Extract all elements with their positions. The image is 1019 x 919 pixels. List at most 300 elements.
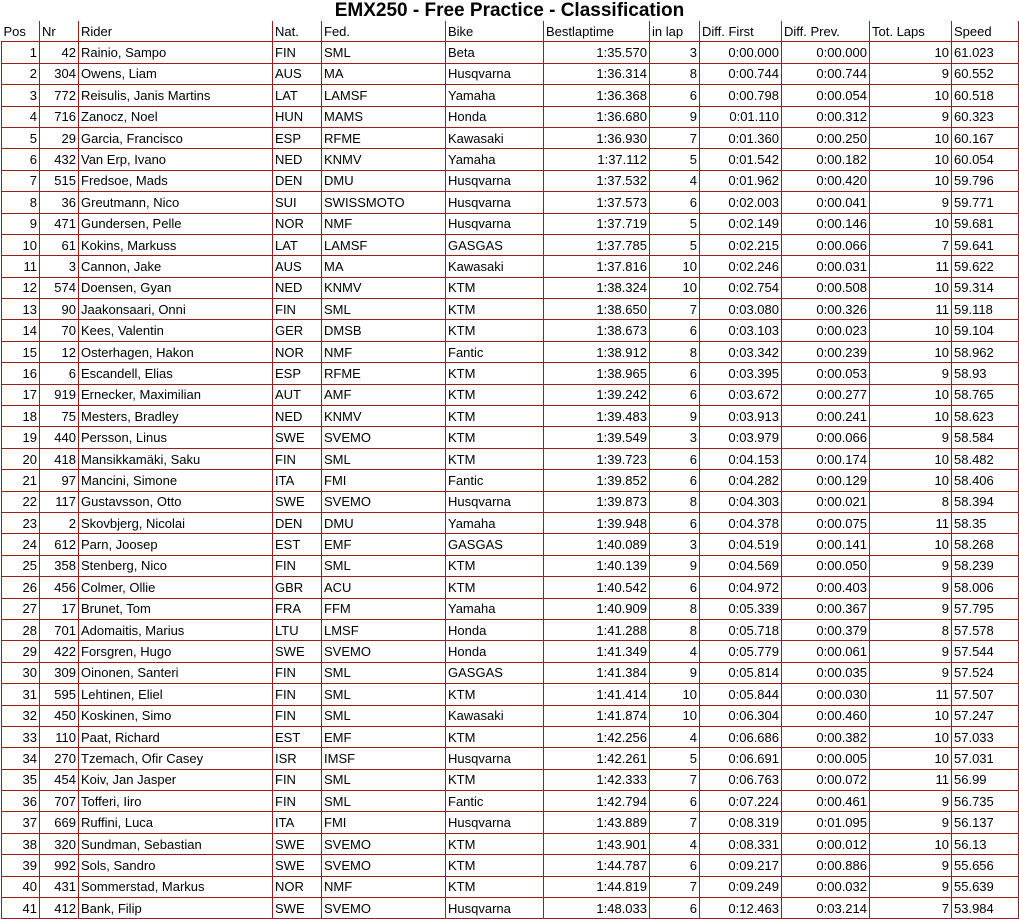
cell-pos: 34 xyxy=(2,748,40,769)
cell-pos: 18 xyxy=(2,406,40,427)
cell-tot-laps: 11 xyxy=(870,256,952,277)
cell-speed: 60.167 xyxy=(952,127,1019,148)
cell-nat: SWE xyxy=(273,641,322,662)
cell-nat: NOR xyxy=(273,213,322,234)
cell-in-lap: 8 xyxy=(650,619,700,640)
cell-rider: Skovbjerg, Nicolai xyxy=(79,512,273,533)
cell-pos: 9 xyxy=(2,213,40,234)
cell-in-lap: 5 xyxy=(650,149,700,170)
cell-nr: 29 xyxy=(40,127,79,148)
table-row xyxy=(2,812,1019,833)
cell-fed: SWISSMOTO xyxy=(322,192,446,213)
cell-in-lap: 6 xyxy=(650,448,700,469)
cell-rider: Owens, Liam xyxy=(79,63,273,84)
cell-fed: ACU xyxy=(322,577,446,598)
table-row xyxy=(2,85,1019,106)
cell-fed: NMF xyxy=(322,341,446,362)
cell-bike: KTM xyxy=(446,684,544,705)
cell-bestlaptime: 1:41.349 xyxy=(544,641,650,662)
table-row xyxy=(2,192,1019,213)
cell-diff-prev: 0:00.312 xyxy=(782,106,870,127)
cell-diff-first: 0:01.360 xyxy=(700,127,782,148)
cell-diff-prev: 0:00.174 xyxy=(782,448,870,469)
cell-diff-prev: 0:00.508 xyxy=(782,277,870,298)
header-speed: Speed xyxy=(952,21,1019,42)
cell-speed: 60.518 xyxy=(952,85,1019,106)
cell-fed: SVEMO xyxy=(322,898,446,919)
cell-bike: KTM xyxy=(446,448,544,469)
cell-in-lap: 7 xyxy=(650,299,700,320)
table-row xyxy=(2,127,1019,148)
cell-nat: NOR xyxy=(273,341,322,362)
cell-diff-first: 0:06.304 xyxy=(700,705,782,726)
cell-fed: SML xyxy=(322,299,446,320)
cell-bestlaptime: 1:37.112 xyxy=(544,149,650,170)
cell-nat: ITA xyxy=(273,470,322,491)
cell-in-lap: 3 xyxy=(650,427,700,448)
cell-speed: 59.771 xyxy=(952,192,1019,213)
cell-bike: KTM xyxy=(446,769,544,790)
cell-diff-first: 0:02.003 xyxy=(700,192,782,213)
cell-in-lap: 5 xyxy=(650,234,700,255)
cell-diff-prev: 0:00.023 xyxy=(782,320,870,341)
cell-rider: Koiv, Jan Jasper xyxy=(79,769,273,790)
cell-speed: 60.054 xyxy=(952,149,1019,170)
cell-diff-first: 0:05.718 xyxy=(700,619,782,640)
cell-in-lap: 10 xyxy=(650,256,700,277)
table-row xyxy=(2,384,1019,405)
cell-tot-laps: 9 xyxy=(870,791,952,812)
cell-in-lap: 8 xyxy=(650,63,700,84)
cell-speed: 61.023 xyxy=(952,42,1019,63)
cell-pos: 36 xyxy=(2,791,40,812)
cell-rider: Greutmann, Nico xyxy=(79,192,273,213)
cell-nat: ESP xyxy=(273,127,322,148)
cell-tot-laps: 9 xyxy=(870,598,952,619)
cell-in-lap: 10 xyxy=(650,277,700,298)
cell-nat: NOR xyxy=(273,876,322,897)
cell-bike: KTM xyxy=(446,555,544,576)
cell-nr: 418 xyxy=(40,448,79,469)
cell-bestlaptime: 1:38.324 xyxy=(544,277,650,298)
cell-diff-first: 0:05.814 xyxy=(700,662,782,683)
cell-pos: 30 xyxy=(2,662,40,683)
cell-diff-prev: 0:00.241 xyxy=(782,406,870,427)
cell-fed: MAMS xyxy=(322,106,446,127)
cell-diff-first: 0:02.215 xyxy=(700,234,782,255)
cell-tot-laps: 10 xyxy=(870,42,952,63)
table-row xyxy=(2,277,1019,298)
cell-nat: FIN xyxy=(273,684,322,705)
table-row xyxy=(2,833,1019,854)
cell-speed: 57.578 xyxy=(952,619,1019,640)
classification-table xyxy=(1,21,1019,919)
cell-nr: 450 xyxy=(40,705,79,726)
table-row xyxy=(2,684,1019,705)
cell-bestlaptime: 1:38.965 xyxy=(544,363,650,384)
cell-tot-laps: 11 xyxy=(870,769,952,790)
cell-nr: 432 xyxy=(40,149,79,170)
cell-nr: 431 xyxy=(40,876,79,897)
cell-diff-prev: 0:00.277 xyxy=(782,384,870,405)
cell-rider: Jaakonsaari, Onni xyxy=(79,299,273,320)
cell-rider: Paat, Richard xyxy=(79,726,273,747)
cell-speed: 58.962 xyxy=(952,341,1019,362)
cell-in-lap: 8 xyxy=(650,341,700,362)
cell-fed: RFME xyxy=(322,363,446,384)
table-row xyxy=(2,256,1019,277)
cell-pos: 41 xyxy=(2,898,40,919)
cell-tot-laps: 10 xyxy=(870,406,952,427)
cell-diff-prev: 0:00.021 xyxy=(782,491,870,512)
table-row xyxy=(2,577,1019,598)
cell-nr: 3 xyxy=(40,256,79,277)
cell-diff-first: 0:08.319 xyxy=(700,812,782,833)
table-row xyxy=(2,898,1019,919)
cell-rider: Osterhagen, Hakon xyxy=(79,341,273,362)
cell-nat: NED xyxy=(273,149,322,170)
cell-speed: 60.323 xyxy=(952,106,1019,127)
cell-bestlaptime: 1:36.368 xyxy=(544,85,650,106)
cell-speed: 57.544 xyxy=(952,641,1019,662)
cell-tot-laps: 9 xyxy=(870,577,952,598)
cell-in-lap: 6 xyxy=(650,363,700,384)
cell-nr: 595 xyxy=(40,684,79,705)
cell-bestlaptime: 1:36.930 xyxy=(544,127,650,148)
cell-nr: 612 xyxy=(40,534,79,555)
table-row xyxy=(2,705,1019,726)
cell-fed: EMF xyxy=(322,726,446,747)
cell-diff-first: 0:06.763 xyxy=(700,769,782,790)
cell-bestlaptime: 1:39.483 xyxy=(544,406,650,427)
cell-nr: 6 xyxy=(40,363,79,384)
table-row xyxy=(2,63,1019,84)
cell-nat: ITA xyxy=(273,812,322,833)
cell-rider: Rainio, Sampo xyxy=(79,42,273,63)
cell-in-lap: 6 xyxy=(650,192,700,213)
cell-diff-prev: 0:00.379 xyxy=(782,619,870,640)
header-pos: Pos xyxy=(2,21,40,42)
header-bike: Bike xyxy=(446,21,544,42)
cell-fed: SML xyxy=(322,769,446,790)
cell-bestlaptime: 1:36.314 xyxy=(544,63,650,84)
cell-fed: EMF xyxy=(322,534,446,555)
cell-diff-prev: 0:00.050 xyxy=(782,555,870,576)
cell-speed: 58.406 xyxy=(952,470,1019,491)
cell-tot-laps: 11 xyxy=(870,299,952,320)
cell-nr: 117 xyxy=(40,491,79,512)
cell-nat: NED xyxy=(273,277,322,298)
cell-pos: 8 xyxy=(2,192,40,213)
header-nat: Nat. xyxy=(273,21,322,42)
cell-fed: SML xyxy=(322,448,446,469)
cell-rider: Sols, Sandro xyxy=(79,855,273,876)
cell-pos: 21 xyxy=(2,470,40,491)
cell-bestlaptime: 1:37.719 xyxy=(544,213,650,234)
cell-bike: Yamaha xyxy=(446,598,544,619)
cell-in-lap: 8 xyxy=(650,491,700,512)
cell-bestlaptime: 1:39.549 xyxy=(544,427,650,448)
cell-fed: SML xyxy=(322,705,446,726)
cell-diff-prev: 0:00.054 xyxy=(782,85,870,106)
cell-bike: KTM xyxy=(446,384,544,405)
cell-tot-laps: 10 xyxy=(870,833,952,854)
table-row xyxy=(2,42,1019,63)
cell-diff-first: 0:03.395 xyxy=(700,363,782,384)
cell-nr: 309 xyxy=(40,662,79,683)
cell-diff-first: 0:05.779 xyxy=(700,641,782,662)
cell-nr: 992 xyxy=(40,855,79,876)
cell-rider: Forsgren, Hugo xyxy=(79,641,273,662)
cell-speed: 55.656 xyxy=(952,855,1019,876)
cell-fed: SML xyxy=(322,791,446,812)
cell-tot-laps: 9 xyxy=(870,641,952,662)
cell-bike: Husqvarna xyxy=(446,898,544,919)
cell-in-lap: 8 xyxy=(650,598,700,619)
cell-nr: 75 xyxy=(40,406,79,427)
cell-in-lap: 3 xyxy=(650,42,700,63)
cell-fed: SVEMO xyxy=(322,427,446,448)
cell-bike: GASGAS xyxy=(446,534,544,555)
cell-nat: DEN xyxy=(273,170,322,191)
cell-diff-prev: 0:00.075 xyxy=(782,512,870,533)
cell-rider: Doensen, Gyan xyxy=(79,277,273,298)
cell-tot-laps: 10 xyxy=(870,213,952,234)
cell-speed: 58.268 xyxy=(952,534,1019,555)
cell-nat: EST xyxy=(273,534,322,555)
cell-diff-prev: 0:00.066 xyxy=(782,234,870,255)
cell-bestlaptime: 1:41.384 xyxy=(544,662,650,683)
cell-speed: 56.13 xyxy=(952,833,1019,854)
cell-rider: Adomaitis, Marius xyxy=(79,619,273,640)
cell-speed: 59.104 xyxy=(952,320,1019,341)
cell-diff-prev: 0:00.403 xyxy=(782,577,870,598)
cell-rider: Mancini, Simone xyxy=(79,470,273,491)
cell-bike: KTM xyxy=(446,406,544,427)
table-row xyxy=(2,662,1019,683)
cell-bike: Husqvarna xyxy=(446,170,544,191)
cell-bestlaptime: 1:42.794 xyxy=(544,791,650,812)
cell-nat: SWE xyxy=(273,491,322,512)
cell-pos: 40 xyxy=(2,876,40,897)
cell-nr: 70 xyxy=(40,320,79,341)
cell-fed: LAMSF xyxy=(322,234,446,255)
cell-bike: KTM xyxy=(446,577,544,598)
cell-nat: FIN xyxy=(273,662,322,683)
cell-bike: KTM xyxy=(446,833,544,854)
cell-fed: NMF xyxy=(322,876,446,897)
cell-nr: 574 xyxy=(40,277,79,298)
table-row xyxy=(2,726,1019,747)
cell-diff-first: 0:03.979 xyxy=(700,427,782,448)
cell-nat: FIN xyxy=(273,705,322,726)
cell-pos: 25 xyxy=(2,555,40,576)
cell-diff-prev: 0:00.250 xyxy=(782,127,870,148)
cell-speed: 60.552 xyxy=(952,63,1019,84)
cell-diff-first: 0:03.672 xyxy=(700,384,782,405)
cell-speed: 58.239 xyxy=(952,555,1019,576)
cell-bestlaptime: 1:39.873 xyxy=(544,491,650,512)
cell-bestlaptime: 1:35.570 xyxy=(544,42,650,63)
cell-tot-laps: 10 xyxy=(870,127,952,148)
cell-nr: 707 xyxy=(40,791,79,812)
cell-speed: 58.35 xyxy=(952,512,1019,533)
cell-bike: Kawasaki xyxy=(446,705,544,726)
cell-bike: Yamaha xyxy=(446,85,544,106)
cell-bestlaptime: 1:37.532 xyxy=(544,170,650,191)
table-row xyxy=(2,512,1019,533)
cell-pos: 39 xyxy=(2,855,40,876)
cell-pos: 26 xyxy=(2,577,40,598)
cell-tot-laps: 10 xyxy=(870,149,952,170)
cell-pos: 7 xyxy=(2,170,40,191)
cell-rider: Gustavsson, Otto xyxy=(79,491,273,512)
cell-rider: Kees, Valentin xyxy=(79,320,273,341)
table-row xyxy=(2,299,1019,320)
cell-bestlaptime: 1:42.333 xyxy=(544,769,650,790)
cell-nat: AUT xyxy=(273,384,322,405)
cell-diff-first: 0:05.844 xyxy=(700,684,782,705)
cell-diff-first: 0:00.744 xyxy=(700,63,782,84)
cell-fed: FMI xyxy=(322,812,446,833)
cell-nr: 61 xyxy=(40,234,79,255)
cell-diff-prev: 0:00.012 xyxy=(782,833,870,854)
cell-diff-prev: 0:00.460 xyxy=(782,705,870,726)
cell-fed: LAMSF xyxy=(322,85,446,106)
cell-tot-laps: 7 xyxy=(870,898,952,919)
cell-diff-first: 0:03.080 xyxy=(700,299,782,320)
cell-diff-first: 0:01.110 xyxy=(700,106,782,127)
cell-nat: SWE xyxy=(273,855,322,876)
cell-bike: Fantic xyxy=(446,470,544,491)
cell-bestlaptime: 1:41.288 xyxy=(544,619,650,640)
cell-speed: 58.584 xyxy=(952,427,1019,448)
cell-tot-laps: 9 xyxy=(870,555,952,576)
cell-nr: 270 xyxy=(40,748,79,769)
table-row xyxy=(2,598,1019,619)
cell-nat: DEN xyxy=(273,512,322,533)
cell-tot-laps: 10 xyxy=(870,320,952,341)
cell-bike: Husqvarna xyxy=(446,63,544,84)
cell-speed: 58.394 xyxy=(952,491,1019,512)
cell-nr: 515 xyxy=(40,170,79,191)
cell-nat: AUS xyxy=(273,63,322,84)
cell-diff-first: 0:00.798 xyxy=(700,85,782,106)
cell-speed: 57.033 xyxy=(952,726,1019,747)
cell-bike: GASGAS xyxy=(446,662,544,683)
cell-diff-prev: 0:01.095 xyxy=(782,812,870,833)
cell-pos: 38 xyxy=(2,833,40,854)
table-row xyxy=(2,427,1019,448)
cell-diff-prev: 0:00.382 xyxy=(782,726,870,747)
cell-nr: 669 xyxy=(40,812,79,833)
cell-nat: FIN xyxy=(273,555,322,576)
cell-nr: 36 xyxy=(40,192,79,213)
cell-bestlaptime: 1:40.542 xyxy=(544,577,650,598)
cell-rider: Kokins, Markuss xyxy=(79,234,273,255)
table-row xyxy=(2,855,1019,876)
cell-diff-first: 0:09.217 xyxy=(700,855,782,876)
cell-bestlaptime: 1:43.901 xyxy=(544,833,650,854)
cell-tot-laps: 9 xyxy=(870,876,952,897)
cell-bestlaptime: 1:40.089 xyxy=(544,534,650,555)
cell-speed: 57.247 xyxy=(952,705,1019,726)
cell-rider: Reisulis, Janis Martins xyxy=(79,85,273,106)
cell-diff-first: 0:00.000 xyxy=(700,42,782,63)
cell-in-lap: 6 xyxy=(650,470,700,491)
cell-diff-prev: 0:00.239 xyxy=(782,341,870,362)
cell-nat: FIN xyxy=(273,448,322,469)
cell-nr: 42 xyxy=(40,42,79,63)
cell-nr: 716 xyxy=(40,106,79,127)
cell-in-lap: 5 xyxy=(650,748,700,769)
cell-in-lap: 3 xyxy=(650,534,700,555)
cell-fed: KNMV xyxy=(322,277,446,298)
cell-bike: Yamaha xyxy=(446,512,544,533)
cell-tot-laps: 10 xyxy=(870,170,952,191)
cell-fed: SML xyxy=(322,555,446,576)
cell-rider: Mesters, Bradley xyxy=(79,406,273,427)
cell-in-lap: 10 xyxy=(650,684,700,705)
cell-diff-prev: 0:00.000 xyxy=(782,42,870,63)
cell-nat: SUI xyxy=(273,192,322,213)
cell-speed: 56.99 xyxy=(952,769,1019,790)
cell-nr: 701 xyxy=(40,619,79,640)
cell-nr: 110 xyxy=(40,726,79,747)
cell-diff-prev: 0:00.005 xyxy=(782,748,870,769)
cell-tot-laps: 10 xyxy=(870,448,952,469)
table-row xyxy=(2,555,1019,576)
cell-fed: KNMV xyxy=(322,406,446,427)
cell-tot-laps: 8 xyxy=(870,491,952,512)
cell-pos: 22 xyxy=(2,491,40,512)
cell-speed: 58.482 xyxy=(952,448,1019,469)
cell-bike: Husqvarna xyxy=(446,491,544,512)
cell-bike: Fantic xyxy=(446,341,544,362)
cell-fed: LMSF xyxy=(322,619,446,640)
cell-nat: LAT xyxy=(273,234,322,255)
cell-diff-first: 0:06.686 xyxy=(700,726,782,747)
table-row xyxy=(2,641,1019,662)
cell-rider: Parn, Joosep xyxy=(79,534,273,555)
cell-diff-prev: 0:00.326 xyxy=(782,299,870,320)
cell-diff-first: 0:03.913 xyxy=(700,406,782,427)
cell-nr: 12 xyxy=(40,341,79,362)
cell-in-lap: 6 xyxy=(650,320,700,341)
table-header-row xyxy=(2,21,1019,42)
cell-nat: ESP xyxy=(273,363,322,384)
cell-nr: 2 xyxy=(40,512,79,533)
cell-bike: Husqvarna xyxy=(446,213,544,234)
cell-fed: SVEMO xyxy=(322,833,446,854)
cell-speed: 59.796 xyxy=(952,170,1019,191)
cell-bike: Husqvarna xyxy=(446,812,544,833)
cell-tot-laps: 9 xyxy=(870,812,952,833)
table-row xyxy=(2,149,1019,170)
cell-tot-laps: 9 xyxy=(870,662,952,683)
cell-diff-first: 0:08.331 xyxy=(700,833,782,854)
cell-fed: NMF xyxy=(322,213,446,234)
cell-nr: 358 xyxy=(40,555,79,576)
cell-speed: 59.681 xyxy=(952,213,1019,234)
cell-tot-laps: 11 xyxy=(870,512,952,533)
cell-rider: Sundman, Sebastian xyxy=(79,833,273,854)
cell-nr: 17 xyxy=(40,598,79,619)
cell-pos: 23 xyxy=(2,512,40,533)
cell-nr: 90 xyxy=(40,299,79,320)
cell-speed: 55.639 xyxy=(952,876,1019,897)
cell-rider: Brunet, Tom xyxy=(79,598,273,619)
